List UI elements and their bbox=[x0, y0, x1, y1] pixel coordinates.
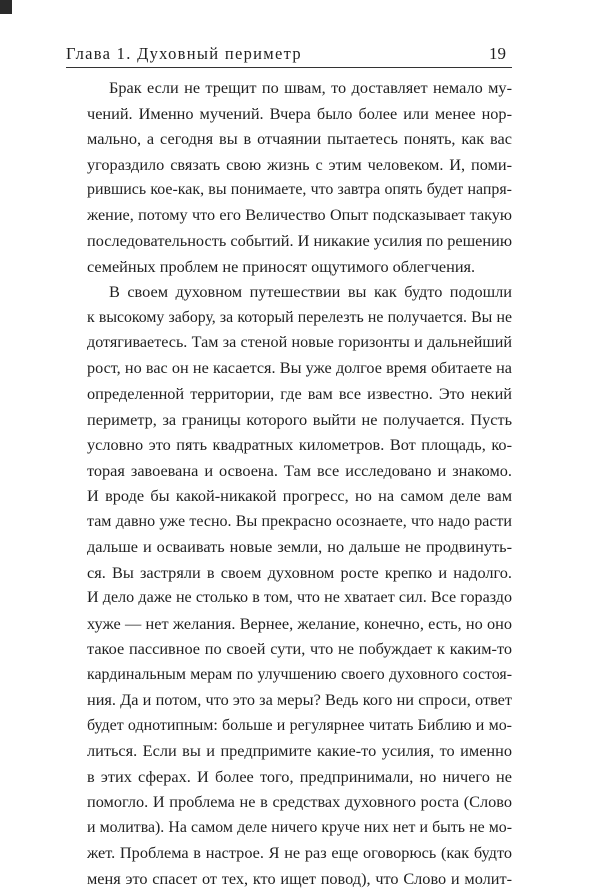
text-line: рившись кое-как, вы понимаете, что завтра опять будет напря- bbox=[87, 177, 512, 203]
text-line: дальше и осваивать новые земли, но дальше не продвинуть- bbox=[87, 534, 512, 560]
text-line: чений. Именно мучений. Вчера было более или менее нор- bbox=[87, 101, 512, 127]
text-line: последовательность событий. И никакие усилия по решению bbox=[87, 228, 512, 254]
text-line: определенной территории, где вам все известно. Это некий bbox=[87, 381, 512, 407]
text-line: В своем духовном путешествии вы как будто подошли bbox=[87, 279, 512, 305]
text-line: хуже — нет желания. Вернее, желание, конечно, есть, но оно bbox=[87, 611, 512, 637]
text-line: к высокому забору, за который перелезть не получается. Вы не bbox=[87, 305, 512, 331]
text-line: меня это спасет от тех, кто ищет повод), что Слово и молит- bbox=[87, 866, 512, 891]
text-line: ся. Вы застряли в своем духовном росте крепко и надолго. bbox=[87, 560, 512, 586]
text-line: будет однотипным: больше и регулярнее читать Библию и мо- bbox=[87, 713, 512, 739]
running-header bbox=[66, 45, 512, 68]
text-line: в этих сферах. И более того, предпринимали, но ничего не bbox=[87, 764, 512, 790]
text-line: ния. Да и потом, что это за меры? Ведь кого ни спроси, ответ bbox=[87, 687, 512, 713]
text-line: помогло. И проблема не в средствах духовного роста (Слово bbox=[87, 789, 512, 815]
text-line: жение, потому что его Величество Опыт подсказывает такую bbox=[87, 203, 512, 229]
page-number: 19 bbox=[489, 45, 506, 63]
chapter-title: Глава 1. Духовный периметр bbox=[66, 45, 302, 63]
scan-corner-mark bbox=[0, 0, 12, 14]
text-line: периметр, за границы которого выйти не получается. Пусть bbox=[87, 407, 512, 433]
text-line: и молитва). На самом деле ничего круче них нет и быть не мо- bbox=[87, 815, 512, 841]
text-line: И вроде бы какой-никакой прогресс, но на самом деле вам bbox=[87, 483, 512, 509]
text-line: торая завоевана и освоена. Там все исследовано и знакомо. bbox=[87, 458, 512, 484]
text-line: литься. Если вы и предпримите какие-то усилия, то именно bbox=[87, 738, 512, 764]
text-line: жет. Проблема в настрое. Я не раз еще оговорюсь (как будто bbox=[87, 840, 512, 866]
paragraph-1 bbox=[87, 75, 512, 279]
text-line: дотягиваетесь. Там за стеной новые горизонты и дальнейший bbox=[87, 330, 512, 356]
text-line: кардинальным мерам по улучшению своего духовного состоя- bbox=[87, 662, 512, 688]
text-line: такое пассивное по своей сути, что не побуждает к каким-то bbox=[87, 636, 512, 662]
text-line: там давно уже тесно. Вы прекрасно осознаете, что надо расти bbox=[87, 509, 512, 535]
text-line: угораздило связать свою жизнь с этим человеком. И, поми- bbox=[87, 152, 512, 178]
text-line: мально, а сегодня вы в отчаянии пытаетесь понять, как вас bbox=[87, 126, 512, 152]
text-line: Брак если не трещит по швам, то доставляет немало му- bbox=[87, 75, 512, 101]
text-line: И дело даже не столько в том, что не хватает сил. Все гораздо bbox=[87, 585, 512, 611]
body-text bbox=[87, 75, 512, 891]
paragraph-2 bbox=[87, 279, 512, 891]
text-line: семейных проблем не приносят ощутимого облегчения. bbox=[87, 254, 512, 280]
text-line: рост, но вас он не касается. Вы уже долгое время обитаете на bbox=[87, 356, 512, 382]
text-line: условно это пять квадратных километров. Вот площадь, ко- bbox=[87, 432, 512, 458]
